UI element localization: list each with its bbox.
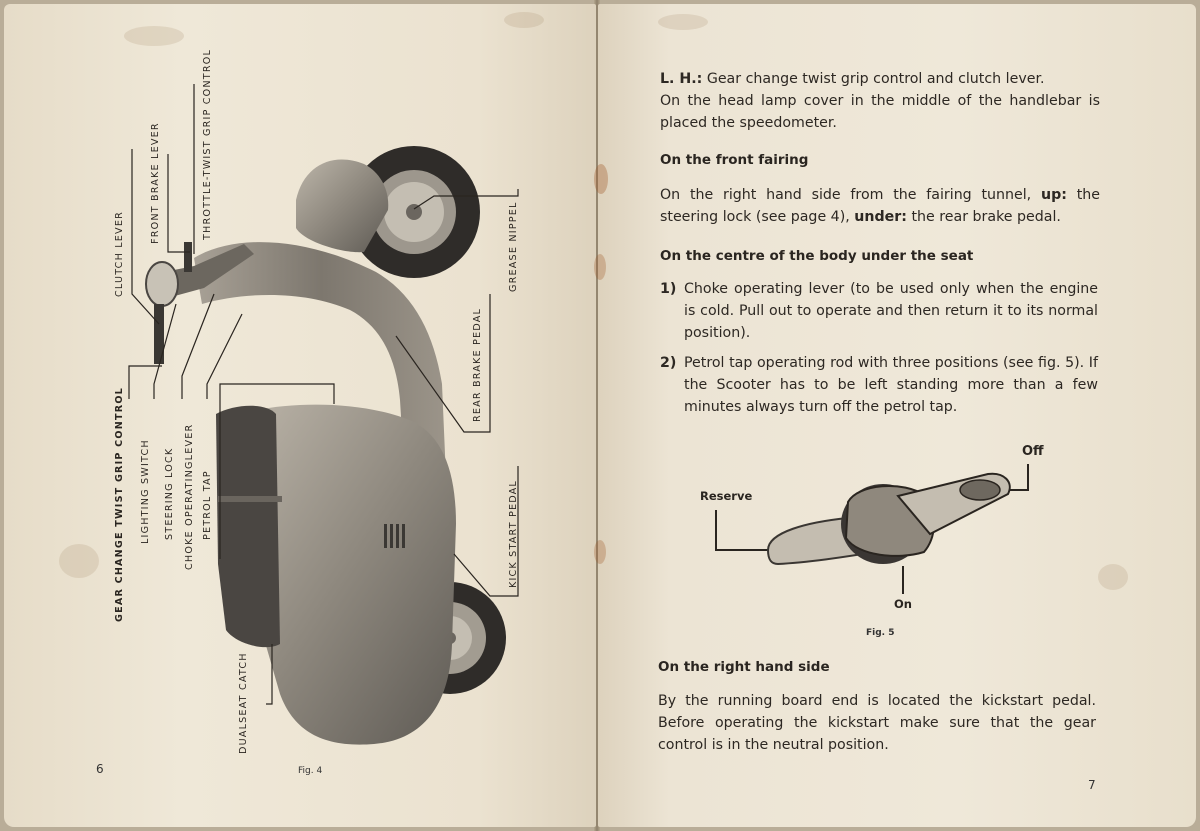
page-number-right: 7 (1088, 778, 1096, 792)
stain (594, 164, 608, 194)
stain (658, 14, 708, 30)
dualseat-catch-label: DUALSEAT CATCH (238, 652, 249, 754)
tap-reserve-label: Reserve (700, 489, 753, 503)
petrol-tap-illustration (698, 434, 1058, 614)
gear-change-label: GEAR CHANGE TWIST GRIP CONTROL (114, 387, 125, 622)
rear-brake-label: REAR BRAKE PEDAL (472, 307, 483, 422)
lh-line (660, 68, 1100, 90)
stain (594, 540, 606, 564)
fig4-caption: Fig. 4 (298, 766, 323, 776)
page-number-left: 6 (96, 762, 104, 776)
throttle-label: THROTTLE-TWIST GRIP CONTROL (202, 48, 213, 240)
stain (594, 254, 606, 280)
stain (1098, 564, 1128, 590)
tap-on-label: On (894, 597, 912, 611)
front-fairing-text-3: the rear brake pedal. (911, 209, 1061, 225)
list-item-text: Petrol tap operating rod with three positions (see fig. 5). If the Scooter has to be left standing more than a few minutes always turn off the petrol tap. (684, 355, 1098, 415)
fig5-caption: Fig. 5 (866, 628, 895, 638)
under-label: under: (854, 209, 907, 225)
lh-text: Gear change twist grip control and clutch lever. (706, 71, 1045, 87)
dualseat (216, 406, 280, 647)
up-label: up: (1040, 187, 1067, 203)
list-item (660, 352, 1100, 422)
front-fairing-text (660, 184, 1100, 228)
kick-start-label: KICK START PEDAL (508, 480, 519, 588)
lh-label: L. H.: (660, 71, 703, 87)
list-item-number: 2) (660, 355, 677, 371)
grease-nippel-label: GREASE NIPPEL (508, 201, 519, 292)
lighting-switch-label: LIGHTING SWITCH (140, 439, 151, 544)
speedometer-text: On the head lamp cover in the middle of the handlebar is placed the speedometer. (660, 93, 1100, 131)
choke-lever-label: CHOKE OPERATINGLEVER (184, 423, 195, 570)
list-item (660, 278, 1100, 348)
front-fairing-heading: On the front fairing (660, 152, 809, 168)
left-page (4, 4, 596, 827)
petrol-tap-label: PETROL TAP (202, 470, 213, 540)
front-brake-label: FRONT BRAKE LEVER (150, 122, 161, 244)
front-fairing-text-2: the steering lock (see page 4), (660, 187, 1100, 225)
seat-strap (218, 496, 282, 502)
list-item-number: 1) (660, 281, 677, 297)
right-page (598, 4, 1196, 827)
steering-lock-label: STEERING LOCK (164, 447, 175, 540)
scooter-illustration (4, 4, 596, 827)
centre-body-heading: On the centre of the body under the seat (660, 248, 974, 264)
front-fairing-text-1: On the right hand side from the fairing tunnel, (660, 187, 1032, 203)
clutch-lever-label: CLUTCH LEVER (114, 211, 125, 297)
right-hand-side-heading: On the right hand side (658, 659, 830, 675)
tap-off-label: Off (1022, 444, 1044, 459)
right-hand-side-text: By the running board end is located the kickstart pedal. Before operating the kickstart make sure that the gear control is in the neutral position. (658, 693, 1096, 753)
list-item-text: Choke operating lever (to be used only when the engine is cold. Pull out to operate and then return it to its normal position). (684, 281, 1098, 341)
